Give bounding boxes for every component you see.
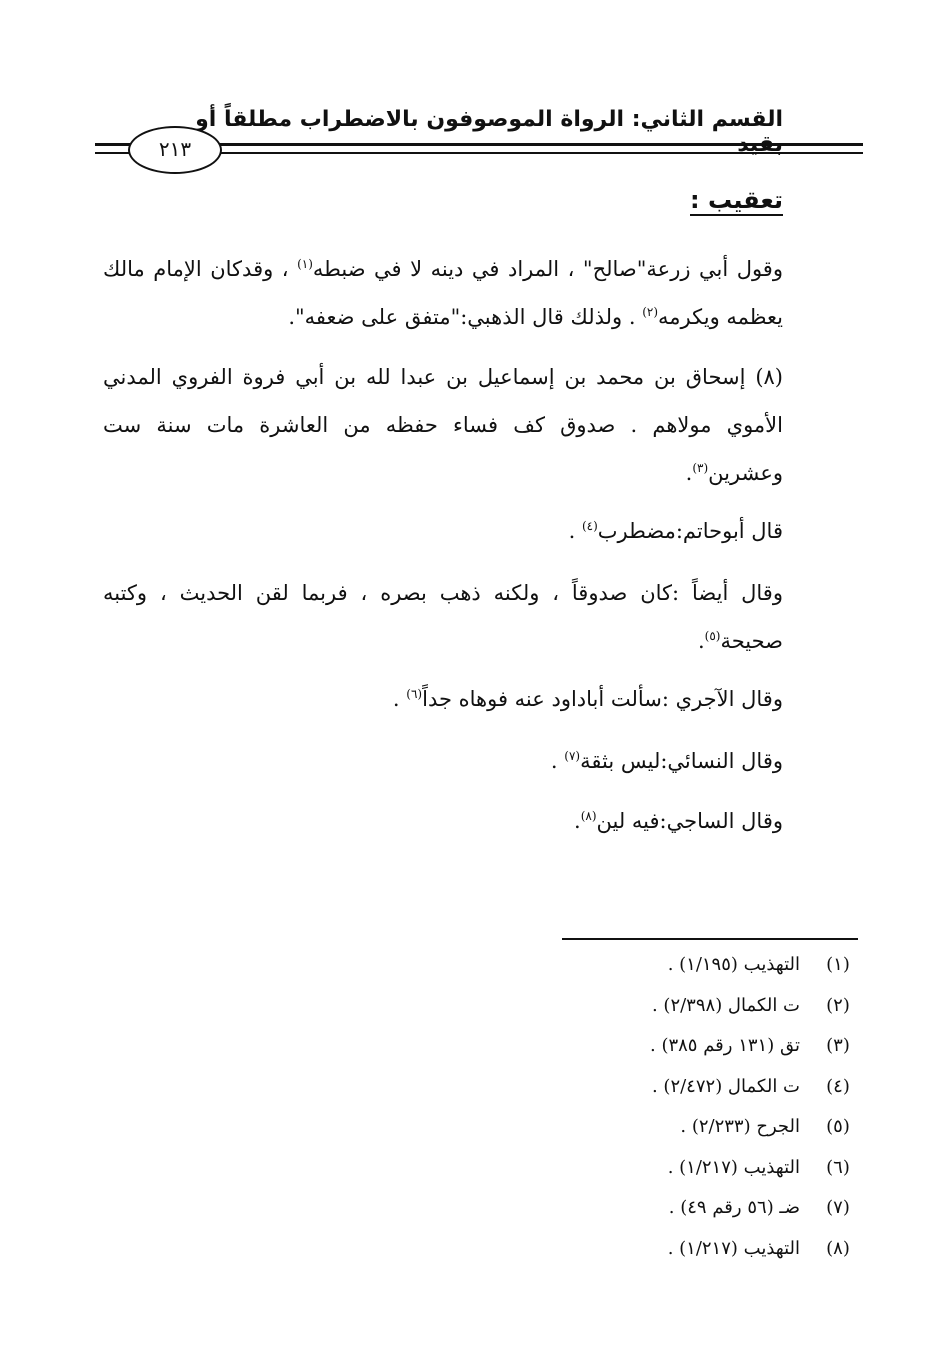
footnote-number: (٤) bbox=[826, 1075, 850, 1097]
footnote-text: ت الكمال (٢/٤٧٢) . bbox=[651, 1075, 800, 1097]
paragraph-text: . bbox=[392, 687, 407, 711]
footnote-ref: (٤) bbox=[581, 519, 598, 533]
footnote-text: التهذيب (١/٢١٧) . bbox=[667, 1156, 800, 1178]
footnote-text: ضـ (٥٦ رقم ٤٩) . bbox=[668, 1197, 800, 1218]
footnote-text: التهذيب (١/١٩٥) . bbox=[667, 954, 800, 975]
footnote-item bbox=[458, 1148, 858, 1189]
paragraph-text: وقول أبي زرعة"صالح" ، المراد في دينه لا في ضبطه bbox=[312, 257, 783, 281]
section-heading: تعقيب : bbox=[690, 186, 783, 214]
paragraph-text: وقال الآجري :سألت أباداود عنه فوهاه جداً bbox=[422, 687, 783, 711]
paragraph-text: (٨) إسحاق بن محمد بن إسماعيل بن عبدا لله بن أبي فروة الفروي المدني الأموي مولاهم . صدوق كف فساء حفظه من العاشرة مات سنة ست وعشرين bbox=[103, 365, 783, 485]
paragraph-text: . bbox=[574, 809, 581, 833]
footnote-ref: (٢) bbox=[642, 305, 659, 319]
paragraph-also-said bbox=[103, 569, 783, 665]
paragraph-ajurri bbox=[103, 675, 783, 723]
footnotes-list bbox=[458, 945, 858, 1269]
footnote-ref: (٥) bbox=[704, 629, 721, 643]
footnote-number: (٨) bbox=[826, 1237, 850, 1259]
footnote-number: (٢) bbox=[826, 994, 850, 1016]
footnote-item bbox=[458, 1107, 858, 1148]
footnote-item bbox=[458, 1229, 858, 1270]
paragraph-nasai bbox=[103, 737, 783, 785]
paragraph-text: وقال الساجي:فيه لين bbox=[596, 809, 783, 833]
footnote-number: (٦) bbox=[826, 1156, 850, 1178]
footnote-item bbox=[458, 1188, 858, 1229]
paragraph-text: . bbox=[568, 519, 582, 543]
paragraph-text: . bbox=[685, 461, 693, 485]
footnote-item bbox=[458, 1026, 858, 1067]
footnote-ref: (٨) bbox=[580, 809, 597, 823]
footnote-separator bbox=[562, 938, 858, 940]
paragraph-text: . bbox=[550, 749, 565, 773]
paragraph-text: ، وقدكان الإمام مالك يعظمه ويكرمه bbox=[103, 257, 783, 329]
footnote-ref: (٦) bbox=[406, 687, 423, 701]
footnote-ref: (٧) bbox=[564, 749, 581, 763]
paragraph-text: . bbox=[697, 629, 705, 653]
paragraph-text: قال أبوحاتم:مضطرب bbox=[597, 519, 783, 543]
footnote-item bbox=[458, 1067, 858, 1108]
footnote-number: (١) bbox=[826, 954, 850, 975]
paragraph-saji bbox=[103, 797, 783, 845]
footnote-item bbox=[458, 986, 858, 1027]
footnote-text: التهذيب (١/٢١٧) . bbox=[667, 1237, 800, 1259]
paragraph-abu-hatim bbox=[103, 507, 783, 555]
footnote-text: تق (١٣١ رقم ٣٨٥) . bbox=[650, 1035, 800, 1056]
paragraph-narrator-entry bbox=[103, 353, 783, 497]
footnote-text: الجرح (٢/٢٣٣) . bbox=[680, 1116, 800, 1137]
footnote-number: (٥) bbox=[826, 1116, 850, 1137]
paragraph-commentary bbox=[103, 245, 783, 341]
footnote-item bbox=[458, 945, 858, 986]
paragraph-text: وقال أيضاً :كان صدوقاً ، ولكنه ذهب بصره ، فربما لقن الحديث ، وكتبه صحيحة bbox=[103, 581, 783, 653]
paragraph-text: . ولذلك قال الذهبي:"متفق على ضعفه". bbox=[288, 305, 643, 329]
footnote-ref: (٣) bbox=[692, 461, 709, 475]
running-header-title: القسم الثاني: الرواة الموصوفون بالاضطراب مطلقاً أو بقيد bbox=[195, 107, 783, 157]
footnote-number: (٧) bbox=[826, 1197, 850, 1218]
page-number-oval: ٢١٣ bbox=[128, 126, 222, 174]
footnote-text: ت الكمال (٢/٣٩٨) . bbox=[651, 994, 800, 1016]
footnote-ref: (١) bbox=[297, 257, 313, 271]
footnote-number: (٣) bbox=[826, 1035, 850, 1056]
paragraph-text: وقال النسائي:ليس بثقة bbox=[580, 749, 783, 773]
